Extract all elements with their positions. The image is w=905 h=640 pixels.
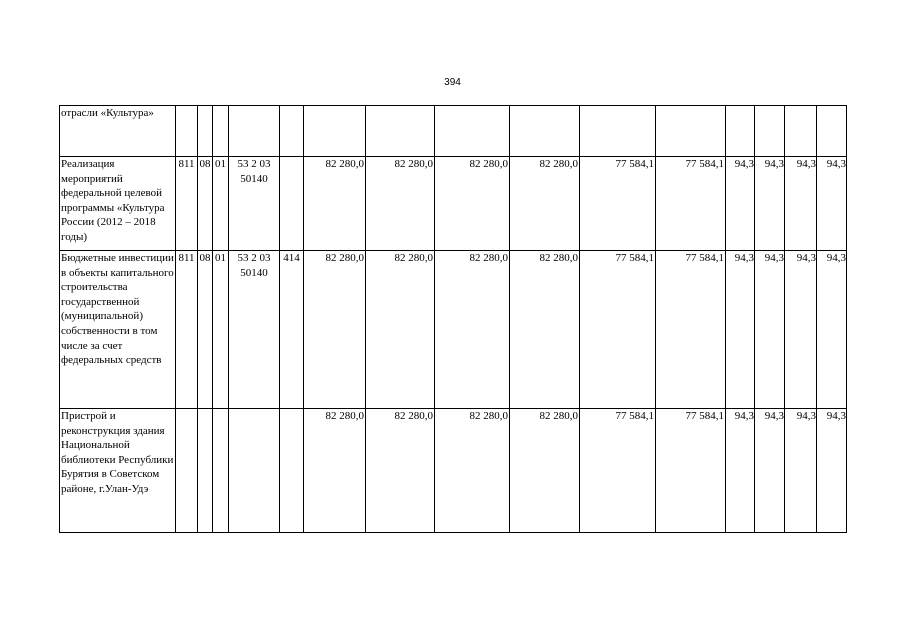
row-name: Пристрой и реконструкция здания Национальной библиотеки Республики Бурятия в Советском районе, г.Улан-Удэ xyxy=(60,409,176,533)
percent-cell: 94,3 xyxy=(785,251,817,409)
percent-cell: 94,3 xyxy=(817,251,847,409)
amount-cell: 82 280,0 xyxy=(510,251,580,409)
percent-cell xyxy=(785,106,817,157)
percent-cell: 94,3 xyxy=(755,157,785,251)
subsection-code xyxy=(213,409,229,533)
percent-cell: 94,3 xyxy=(726,251,755,409)
amount-cell: 82 280,0 xyxy=(304,157,366,251)
amount-cell: 82 280,0 xyxy=(366,409,435,533)
row-name: отрасли «Культура» xyxy=(60,106,176,157)
percent-cell xyxy=(817,106,847,157)
percent-cell: 94,3 xyxy=(755,409,785,533)
amount-cell: 77 584,1 xyxy=(656,409,726,533)
section-code xyxy=(198,106,213,157)
amount-cell: 77 584,1 xyxy=(656,251,726,409)
page-number: 394 xyxy=(444,77,461,88)
row-name: Реализация мероприятий федеральной целевой программы «Культура России (2012 – 2018 годы) xyxy=(60,157,176,251)
section-code: 08 xyxy=(198,251,213,409)
expense-type-code xyxy=(280,106,304,157)
target-code xyxy=(229,106,280,157)
subsection-code xyxy=(213,106,229,157)
amount-cell: 77 584,1 xyxy=(580,409,656,533)
percent-cell: 94,3 xyxy=(817,409,847,533)
percent-cell: 94,3 xyxy=(785,409,817,533)
amount-cell: 82 280,0 xyxy=(510,409,580,533)
amount-cell: 82 280,0 xyxy=(435,157,510,251)
target-code xyxy=(229,409,280,533)
amount-cell xyxy=(304,106,366,157)
amount-cell xyxy=(366,106,435,157)
amount-cell: 82 280,0 xyxy=(435,409,510,533)
target-code: 53 2 03 50140 xyxy=(229,157,280,251)
section-code xyxy=(198,409,213,533)
amount-cell: 82 280,0 xyxy=(366,157,435,251)
ministry-code xyxy=(176,106,198,157)
row-name: Бюджетные инвестиции в объекты капитального строительства государственной (муниципальной) собственности в том числе за счет федеральных средств xyxy=(60,251,176,409)
expense-type-code xyxy=(280,409,304,533)
table-row xyxy=(60,157,847,251)
amount-cell: 82 280,0 xyxy=(304,409,366,533)
amount-cell xyxy=(510,106,580,157)
amount-cell: 82 280,0 xyxy=(304,251,366,409)
subsection-code: 01 xyxy=(213,157,229,251)
table-row xyxy=(60,251,847,409)
section-code: 08 xyxy=(198,157,213,251)
percent-cell: 94,3 xyxy=(726,409,755,533)
expense-type-code xyxy=(280,157,304,251)
ministry-code: 811 xyxy=(176,157,198,251)
percent-cell xyxy=(726,106,755,157)
amount-cell: 82 280,0 xyxy=(366,251,435,409)
percent-cell: 94,3 xyxy=(755,251,785,409)
percent-cell: 94,3 xyxy=(817,157,847,251)
amount-cell: 77 584,1 xyxy=(656,157,726,251)
percent-cell: 94,3 xyxy=(785,157,817,251)
ministry-code: 811 xyxy=(176,251,198,409)
subsection-code: 01 xyxy=(213,251,229,409)
amount-cell xyxy=(435,106,510,157)
amount-cell: 77 584,1 xyxy=(580,251,656,409)
percent-cell: 94,3 xyxy=(726,157,755,251)
amount-cell xyxy=(580,106,656,157)
percent-cell xyxy=(755,106,785,157)
table-row xyxy=(60,409,847,533)
budget-table xyxy=(59,105,847,533)
target-code: 53 2 03 50140 xyxy=(229,251,280,409)
amount-cell xyxy=(656,106,726,157)
amount-cell: 77 584,1 xyxy=(580,157,656,251)
expense-type-code: 414 xyxy=(280,251,304,409)
amount-cell: 82 280,0 xyxy=(510,157,580,251)
table-row xyxy=(60,106,847,157)
amount-cell: 82 280,0 xyxy=(435,251,510,409)
ministry-code xyxy=(176,409,198,533)
